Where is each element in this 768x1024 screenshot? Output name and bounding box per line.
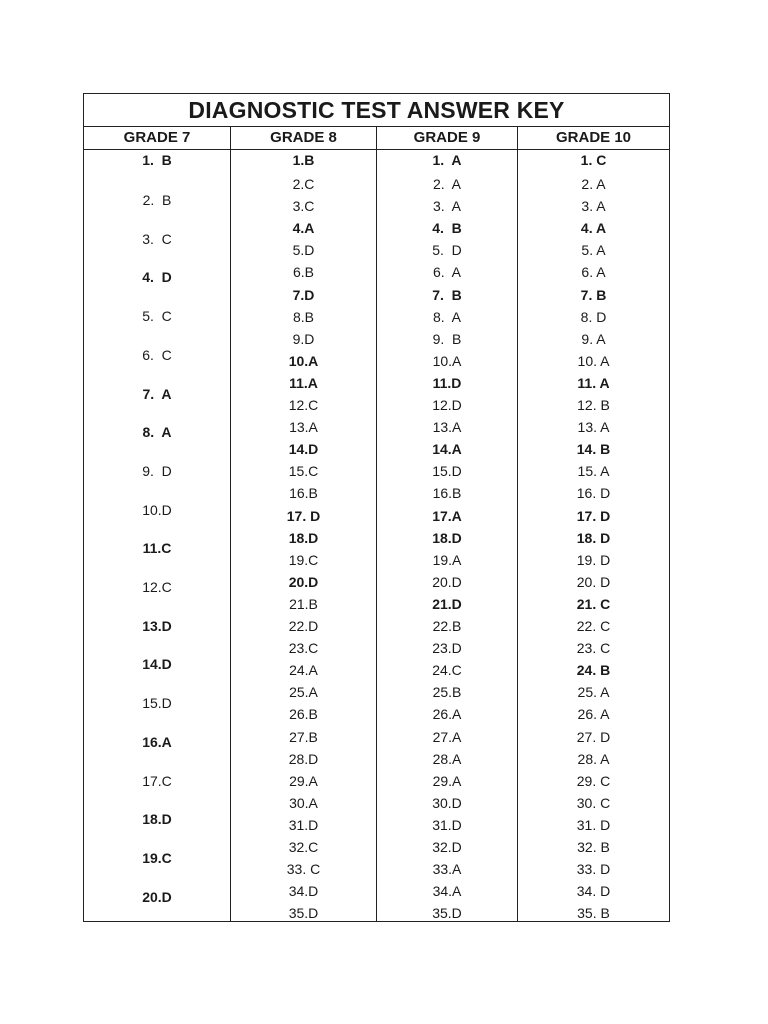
answer-item: 26. A xyxy=(577,706,610,723)
header-grade-8: GRADE 8 xyxy=(270,129,337,146)
answer-item: 19. D xyxy=(576,551,611,568)
answer-item: 6. A xyxy=(581,264,606,281)
answer-item: 22.D xyxy=(288,618,319,634)
answer-item: 35.D xyxy=(288,905,319,922)
answer-item: 1. A xyxy=(432,152,462,168)
answer-item: 1. C xyxy=(580,152,607,168)
header-grade-9: GRADE 9 xyxy=(413,129,481,146)
answer-item: 3. C xyxy=(142,230,172,247)
answer-item: 23.D xyxy=(432,640,462,657)
answer-item: 14. B xyxy=(576,441,611,458)
answer-item: 17.A xyxy=(432,507,462,524)
answer-item: 14.D xyxy=(288,441,319,458)
answer-item: 22. C xyxy=(576,618,611,634)
answer-item: 11.A xyxy=(289,374,318,391)
answer-item: 5.D xyxy=(292,242,315,259)
answer-item: 4. B xyxy=(432,220,462,237)
answer-item: 5. D xyxy=(432,242,462,259)
answer-item: 15.D xyxy=(432,463,462,480)
answer-item: 28.A xyxy=(432,750,462,767)
answer-item: 20.D xyxy=(288,573,319,590)
answer-item: 9. B xyxy=(432,330,462,347)
answer-item: 33. D xyxy=(576,861,611,878)
answer-item: 13.A xyxy=(289,419,318,436)
answer-item: 4. A xyxy=(580,220,607,237)
answer-item: 29. C xyxy=(576,772,611,789)
answer-item: 2. A xyxy=(432,176,462,192)
answer-item: 14.D xyxy=(142,656,172,673)
answer-item: 33.A xyxy=(432,861,462,878)
answer-item: 27. D xyxy=(576,728,611,745)
answer-item: 19.C xyxy=(288,551,319,568)
answer-item: 12.C xyxy=(142,579,172,595)
answer-item: 17. D xyxy=(576,507,611,524)
answer-item: 8. A xyxy=(432,308,462,325)
answer-item: 18.D xyxy=(432,529,462,546)
answer-item: 25.B xyxy=(432,684,462,701)
answer-item: 34.D xyxy=(288,883,319,900)
answer-item: 35. B xyxy=(577,905,610,922)
answer-item: 10. A xyxy=(577,352,610,369)
answer-item: 27.A xyxy=(432,728,462,745)
answer-item: 10.A xyxy=(288,352,319,369)
answer-item: 9. A xyxy=(581,330,606,347)
answer-item: 16. D xyxy=(576,485,611,502)
answer-item: 11.D xyxy=(432,374,462,391)
answer-item: 31. D xyxy=(576,816,611,833)
answer-item: 24. B xyxy=(576,662,611,679)
answer-item: 26.B xyxy=(289,706,318,723)
answer-item: 15.C xyxy=(288,463,319,480)
answer-item: 8. A xyxy=(142,424,172,441)
answer-item: 13.A xyxy=(432,419,462,436)
answer-item: 17. D xyxy=(286,507,321,524)
answer-item: 8. D xyxy=(580,308,607,325)
answer-item: 32.D xyxy=(432,839,462,855)
answer-item: 5. A xyxy=(581,242,606,259)
answer-item: 24.A xyxy=(289,662,318,679)
answer-item: 24.C xyxy=(432,662,462,679)
answer-item: 21.D xyxy=(432,595,462,612)
answer-item: 10.D xyxy=(142,501,172,518)
answer-item: 3. A xyxy=(581,198,606,215)
answer-item: 5. C xyxy=(142,308,172,325)
answer-item: 4. D xyxy=(142,269,172,286)
answer-item: 30.A xyxy=(289,794,318,811)
answer-item: 2. B xyxy=(142,192,172,208)
answer-item: 34. D xyxy=(576,883,611,900)
answer-item: 7.D xyxy=(292,286,315,303)
answer-item: 6. A xyxy=(432,264,462,281)
answer-item: 34.A xyxy=(432,883,462,900)
answer-item: 9. D xyxy=(142,462,172,479)
answer-item: 14.A xyxy=(432,441,462,458)
answer-item: 23. C xyxy=(576,640,611,657)
answer-item: 23.C xyxy=(288,640,319,657)
answer-item: 30. C xyxy=(576,794,611,811)
answer-item: 12.D xyxy=(432,397,462,413)
answer-item: 15. A xyxy=(577,463,610,480)
answer-item: 20. D xyxy=(576,573,611,590)
answer-item: 4.A xyxy=(292,220,315,237)
answer-item: 18. D xyxy=(576,529,611,546)
page-title: DIAGNOSTIC TEST ANSWER KEY xyxy=(84,94,669,127)
answer-item: 3. A xyxy=(432,198,462,215)
answer-item: 1. B xyxy=(142,152,172,168)
answer-item: 32. B xyxy=(577,839,610,855)
answer-item: 21.B xyxy=(289,595,318,612)
answer-item: 18.D xyxy=(142,811,172,828)
answer-item: 26.A xyxy=(432,706,462,723)
header-grade-10: GRADE 10 xyxy=(555,129,632,146)
answer-item: 30.D xyxy=(432,794,462,811)
answer-item: 19.A xyxy=(432,551,462,568)
answer-item: 3.C xyxy=(292,198,315,215)
answer-item: 7. B xyxy=(580,286,607,303)
answer-item: 6. C xyxy=(142,346,172,363)
answer-item: 8.B xyxy=(292,308,314,325)
answer-item: 16.B xyxy=(432,485,462,502)
answer-item: 32.C xyxy=(288,839,319,855)
answer-item: 2.C xyxy=(292,176,315,192)
answer-item: 29.A xyxy=(432,772,462,789)
answer-item: 35.D xyxy=(432,905,462,922)
answer-item: 10.A xyxy=(432,352,462,369)
answer-item: 22.B xyxy=(432,618,462,634)
answer-item: 33. C xyxy=(286,861,321,878)
answer-item: 27.B xyxy=(289,728,318,745)
answer-item: 25. A xyxy=(577,684,610,701)
answer-item: 20.D xyxy=(142,888,172,905)
answer-item: 12. B xyxy=(577,397,610,413)
answer-item: 17.C xyxy=(142,772,172,789)
answer-item: 15.D xyxy=(142,695,172,712)
answer-item: 21. C xyxy=(576,595,611,612)
answer-item: 2. A xyxy=(581,176,606,192)
answer-item: 9.D xyxy=(292,330,315,347)
answer-item: 1.B xyxy=(292,152,315,168)
answer-item: 16.B xyxy=(289,485,318,502)
answer-item: 18.D xyxy=(288,529,319,546)
answer-item: 7. B xyxy=(432,286,462,303)
header-grade-7: GRADE 7 xyxy=(123,129,191,146)
answer-item: 19.C xyxy=(142,849,172,866)
answer-item: 13. A xyxy=(577,419,610,436)
answer-item: 11. A xyxy=(577,374,610,391)
answer-item: 12.C xyxy=(288,397,319,413)
answer-item: 28.D xyxy=(288,750,319,767)
answer-item: 13.D xyxy=(142,617,172,634)
answer-item: 29.A xyxy=(289,772,318,789)
answer-item: 20.D xyxy=(432,573,462,590)
answer-key-table xyxy=(83,93,670,922)
answer-item: 31.D xyxy=(432,816,462,833)
answer-item: 7. A xyxy=(142,385,172,402)
answer-item: 6.B xyxy=(292,264,314,281)
answer-item: 25.A xyxy=(289,684,318,701)
answer-item: 11.C xyxy=(142,540,172,557)
answer-item: 16.A xyxy=(142,733,172,750)
answer-item: 31.D xyxy=(288,816,319,833)
answer-item: 28. A xyxy=(577,750,610,767)
